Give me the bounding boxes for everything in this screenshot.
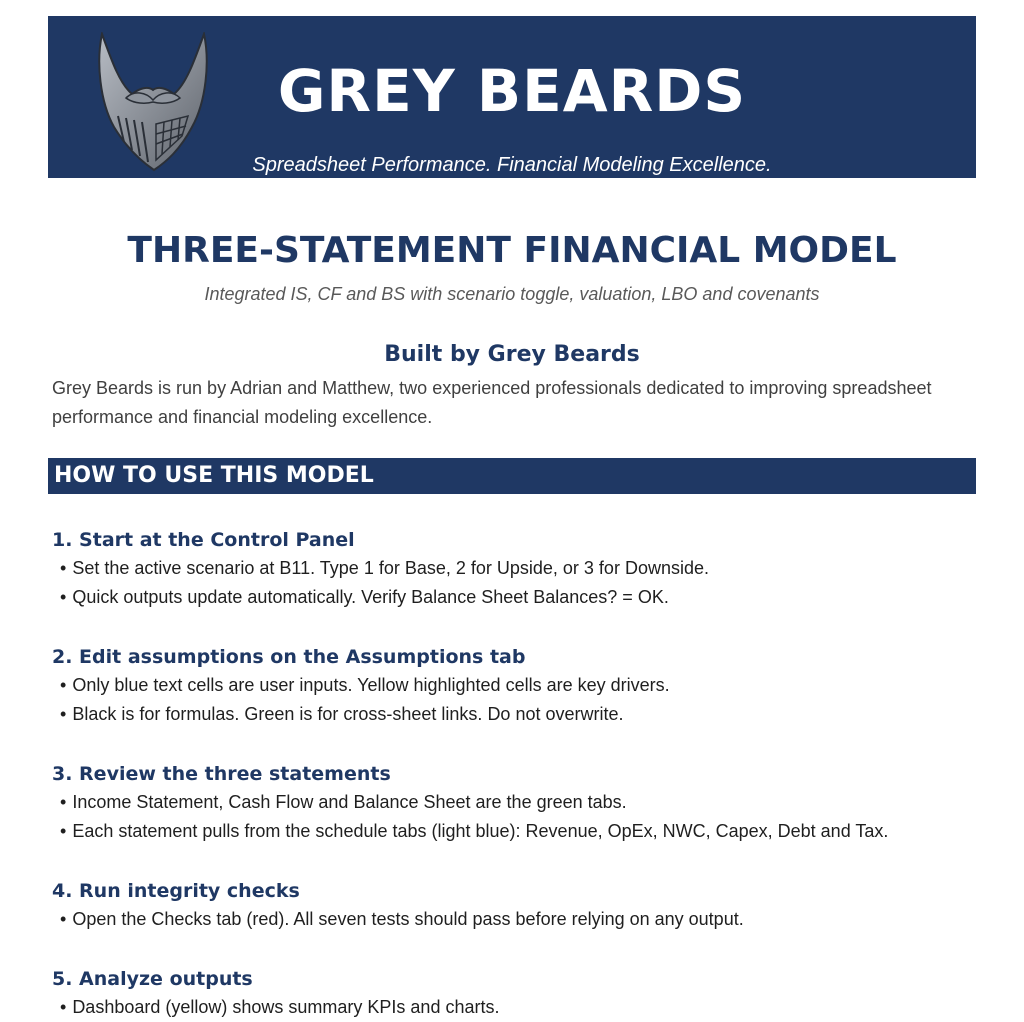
brand-tagline: Spreadsheet Performance. Financial Modeling Excellence. bbox=[252, 154, 772, 176]
step-bullet: • Dashboard (yellow) shows summary KPIs and charts. bbox=[52, 993, 972, 1022]
step-bullet: • Quick outputs update automatically. Verify Balance Sheet Balances? = OK. bbox=[52, 583, 972, 612]
about-body: Grey Beards is run by Adrian and Matthew, two experienced professionals dedicated to improving spreadsheet performance and financial modeling excellence. bbox=[52, 378, 932, 427]
header-banner bbox=[48, 16, 976, 178]
document-subtitle: Integrated IS, CF and BS with scenario toggle, valuation, LBO and covenants bbox=[204, 284, 820, 304]
step-bullet: • Set the active scenario at B11. Type 1 for Base, 2 for Upside, or 3 for Downside. bbox=[52, 554, 972, 583]
step-bullet: • Income Statement, Cash Flow and Balance Sheet are the green tabs. bbox=[52, 788, 972, 817]
step-heading: 3. Review the three statements bbox=[52, 763, 391, 785]
steps-list bbox=[52, 526, 972, 1022]
step-bullet: • Each statement pulls from the schedule tabs (light blue): Revenue, OpEx, NWC, Capex, Debt and Tax. bbox=[52, 817, 972, 846]
section-heading: HOW TO USE THIS MODEL bbox=[54, 463, 374, 488]
about-heading: Built by Grey Beards bbox=[384, 342, 640, 367]
step-2 bbox=[52, 643, 972, 760]
step-heading: 4. Run integrity checks bbox=[52, 880, 300, 902]
step-heading: 2. Edit assumptions on the Assumptions tab bbox=[52, 646, 526, 668]
step-bullet: • Only blue text cells are user inputs. Yellow highlighted cells are key drivers. bbox=[52, 671, 972, 700]
step-bullet: • Black is for formulas. Green is for cross-sheet links. Do not overwrite. bbox=[52, 700, 972, 729]
step-bullet: • Open the Checks tab (red). All seven tests should pass before relying on any output. bbox=[52, 905, 972, 934]
step-heading: 5. Analyze outputs bbox=[52, 968, 253, 990]
step-3 bbox=[52, 760, 972, 877]
document-title: THREE-STATEMENT FINANCIAL MODEL bbox=[127, 230, 897, 271]
section-header-bar bbox=[48, 458, 976, 494]
step-1 bbox=[52, 526, 972, 643]
brand-title: GREY BEARDS bbox=[277, 57, 747, 125]
step-heading: 1. Start at the Control Panel bbox=[52, 529, 355, 551]
step-5 bbox=[52, 965, 972, 1022]
